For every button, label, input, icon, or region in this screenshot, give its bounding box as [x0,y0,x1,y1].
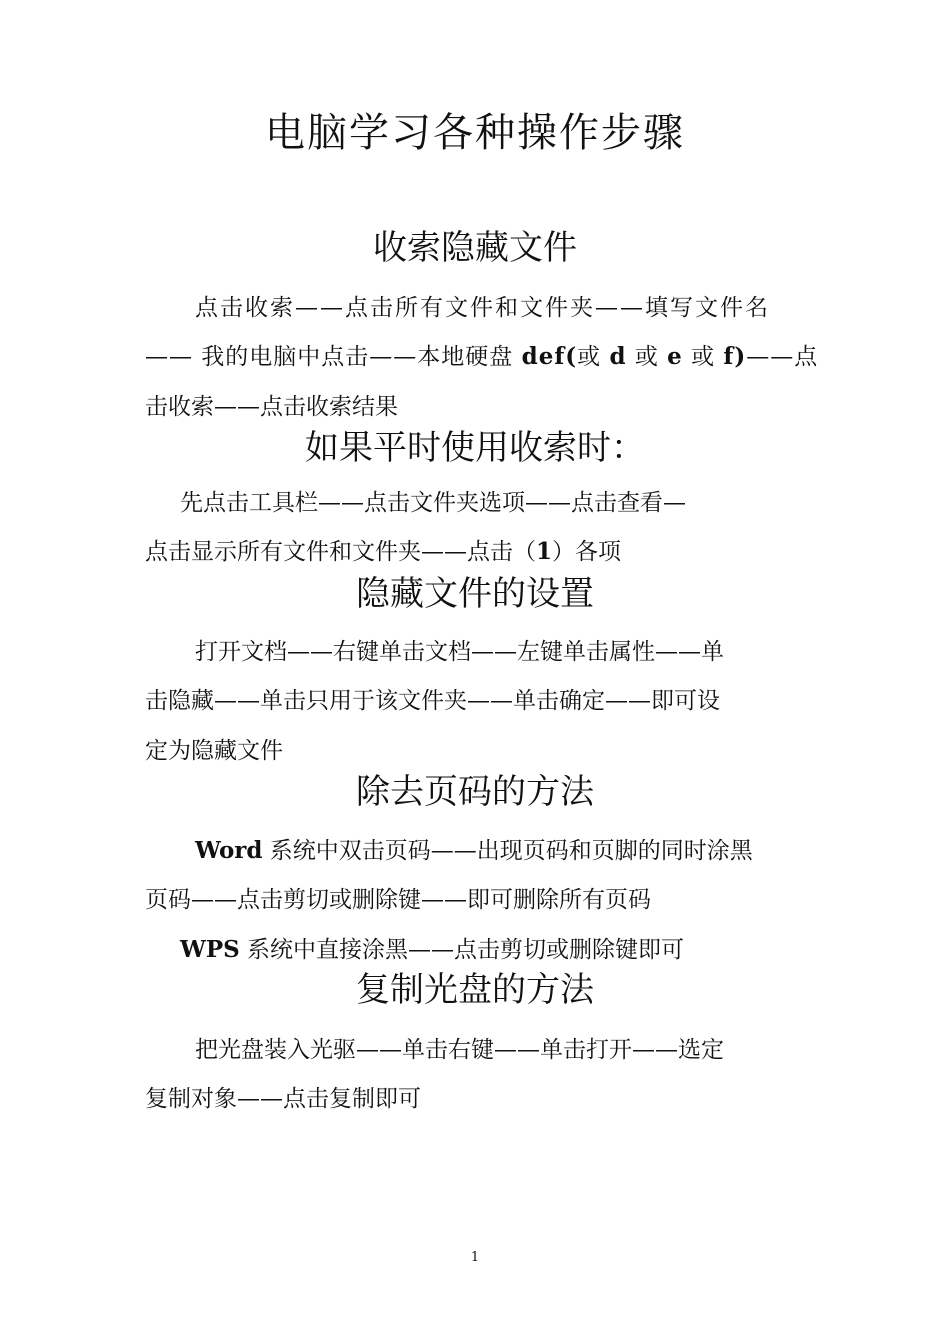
section-2-line-2: 点击显示所有文件和文件夹——点击（1）各项 [145,538,622,565]
section-4-line-1: Word 系统中双击页码——出现页码和页脚的同时涂黑 [195,837,753,864]
section-1-line-3: 击收索——点击收索结果 [145,394,398,420]
section-4-line-2: 页码——点击剪切或删除键——即可删除所有页码 [145,887,651,913]
section-1-line-1: 点击收索——点击所有文件和文件夹——填写文件名 [195,295,770,321]
section-heading-copy-disc: 复制光盘的方法 [356,970,594,1010]
section-4-line-3: WPS 系统中直接涂黑——点击剪切或删除键即可 [180,936,685,963]
document-title: 电脑学习各种操作步骤 [265,110,685,156]
section-1-line-2: —— 我的电脑中点击——本地硬盘 def(或 d 或 e 或 f)——点 [145,343,819,370]
section-3-line-3: 定为隐藏文件 [145,738,283,764]
section-5-line-2: 复制对象——点击复制即可 [145,1086,421,1112]
section-2-line-1: 先点击工具栏——点击文件夹选项——点击查看— [180,490,686,516]
section-3-line-1: 打开文档——右键单击文档——左键单击属性——单 [195,639,724,665]
section-heading-search-hidden-files: 收索隐藏文件 [373,228,577,268]
section-heading-hidden-file-settings: 隐藏文件的设置 [356,574,594,614]
section-3-line-2: 击隐藏——单击只用于该文件夹——单击确定——即可设 [145,688,720,714]
section-5-line-1: 把光盘装入光驱——单击右键——单击打开——选定 [195,1037,724,1063]
section-heading-remove-page-numbers: 除去页码的方法 [356,772,594,812]
section-heading-usual-search: 如果平时使用收索时： [305,428,645,468]
page-number: 1 [470,1250,480,1265]
